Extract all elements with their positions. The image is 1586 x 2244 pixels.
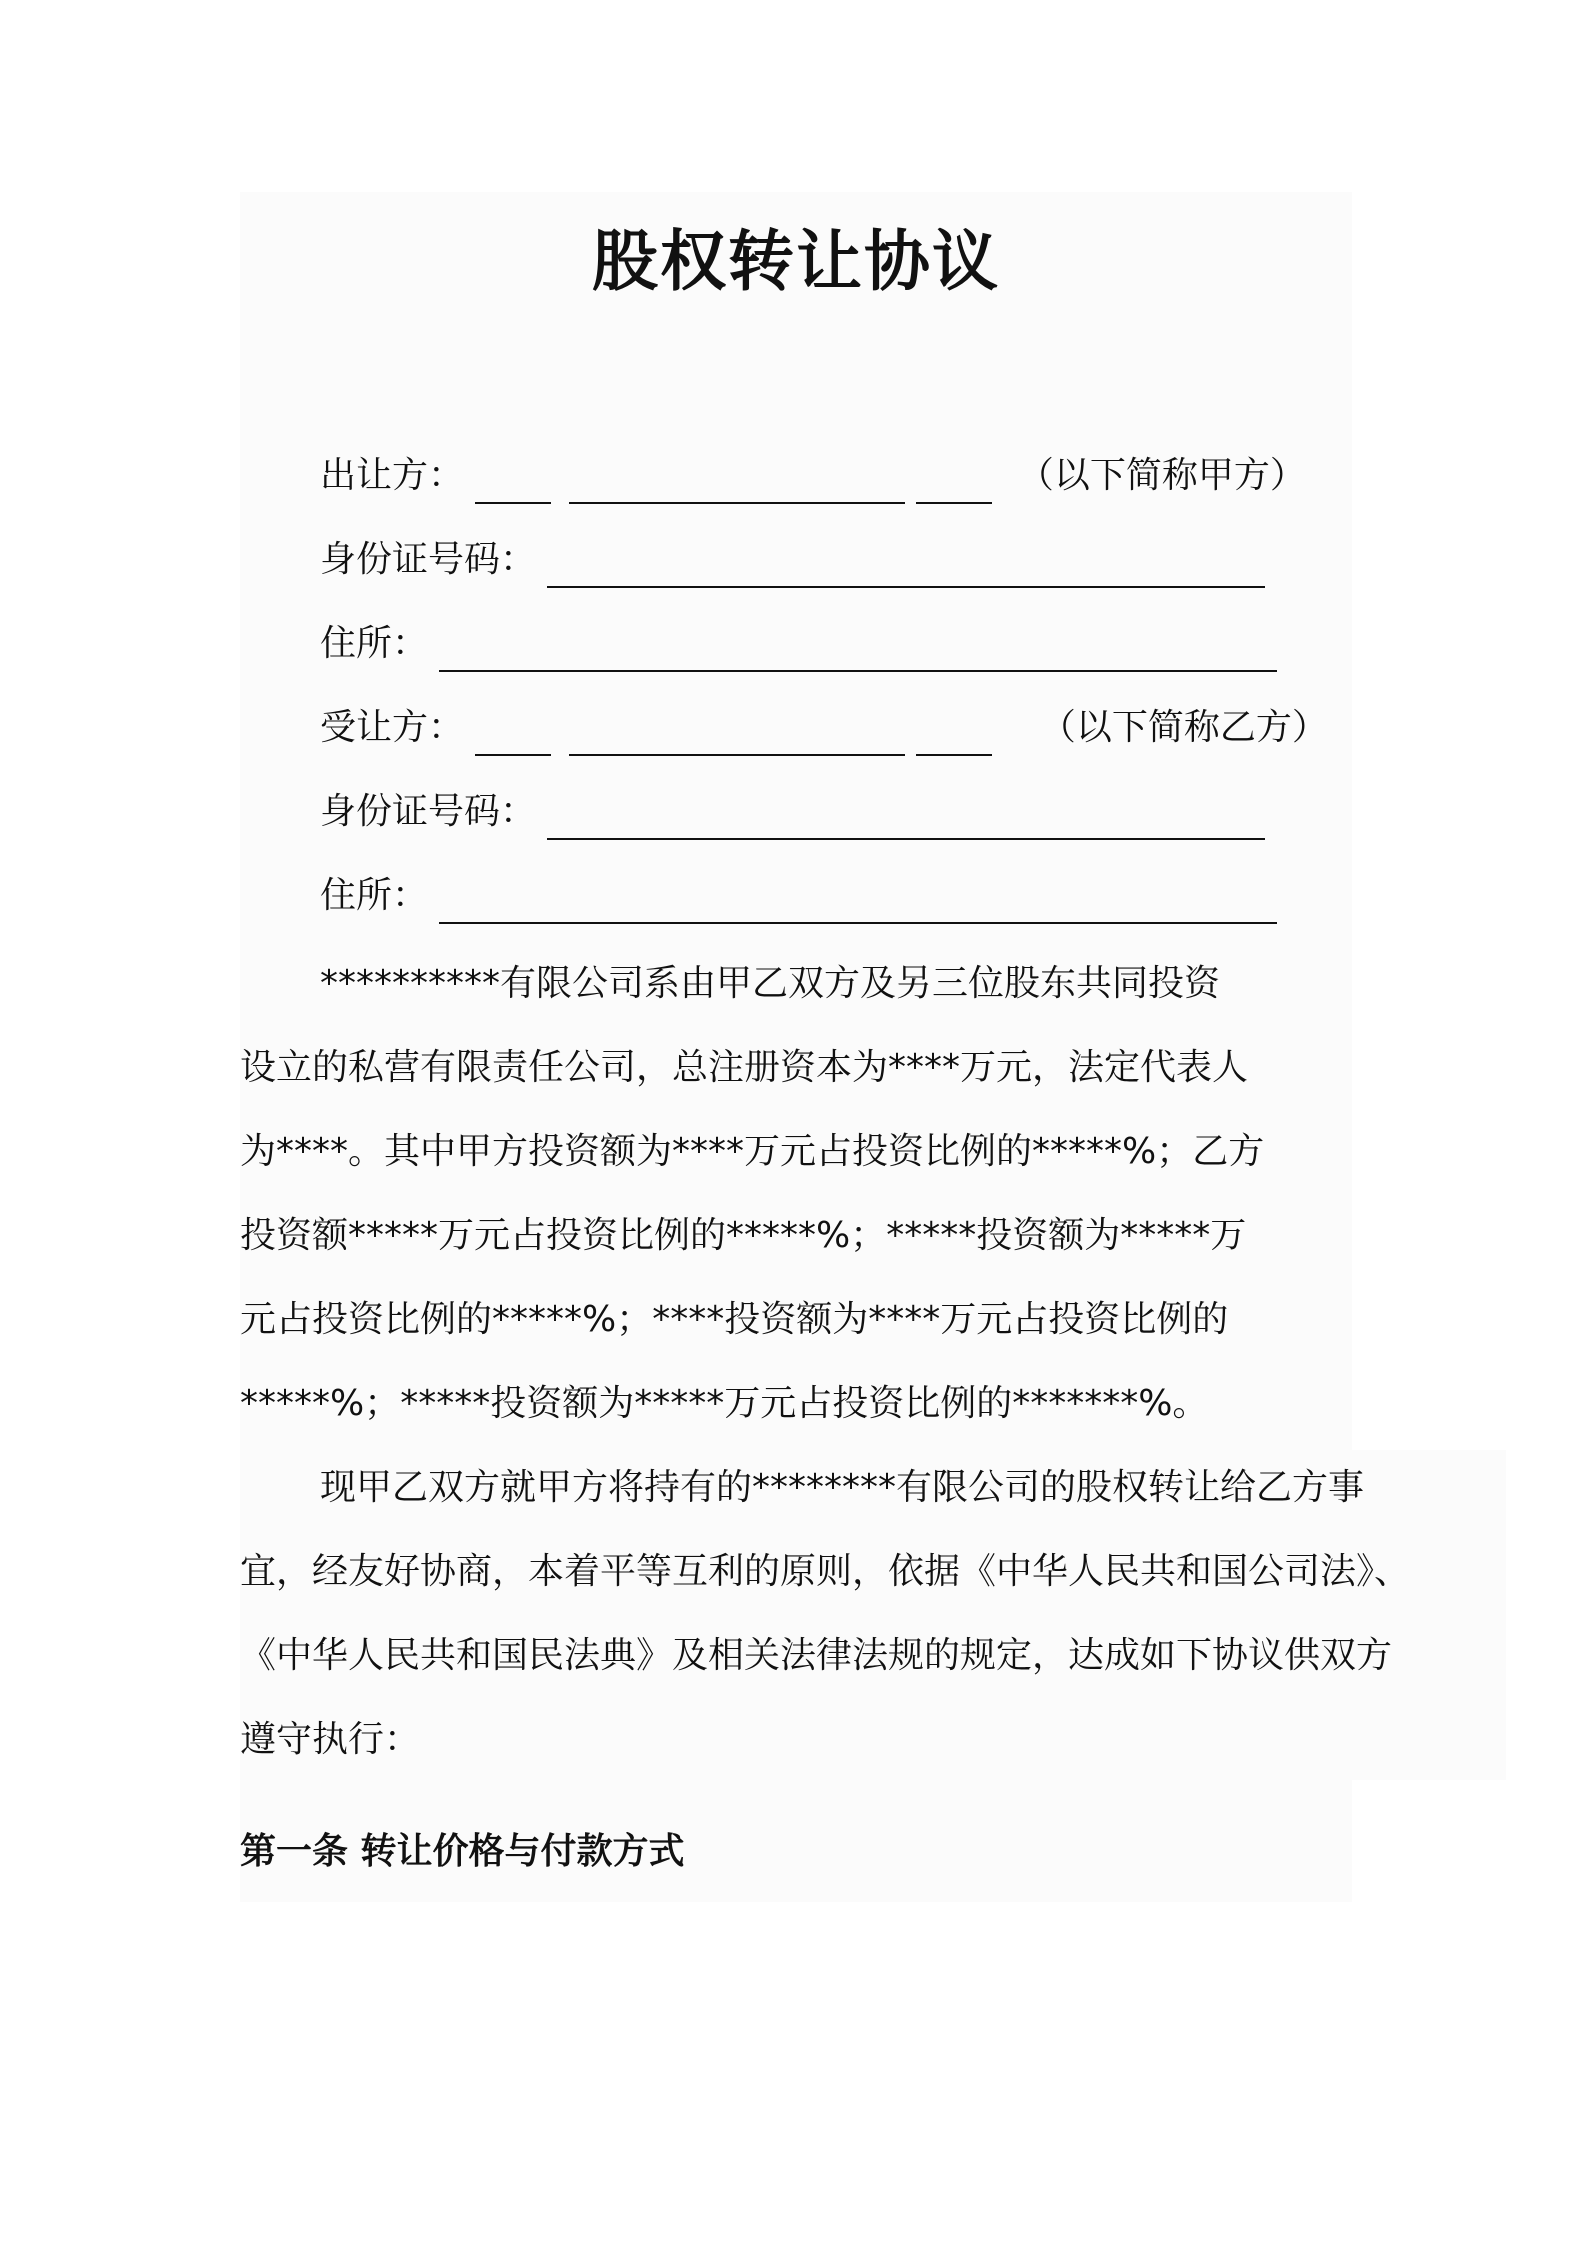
document-title: 股权转让协议 bbox=[592, 223, 1000, 300]
transferor-label: 出让方： bbox=[320, 455, 465, 496]
transferor-address-blank bbox=[439, 624, 1277, 672]
transferor-blank-1 bbox=[475, 456, 551, 504]
paragraph-line: 元占投资比例的*****%；****投资额为****万元占投资比例的 bbox=[240, 1299, 1229, 1340]
transferor-id-blank bbox=[547, 540, 1265, 588]
transferee-address-label: 住所： bbox=[320, 875, 429, 916]
paragraph-line: 现甲乙双方就甲方将持有的********有限公司的股权转让给乙方事 bbox=[320, 1467, 1365, 1508]
transferee-row bbox=[320, 700, 1328, 756]
paragraph-line: **********有限公司系由甲乙双方及另三位股东共同投资 bbox=[320, 963, 1221, 1004]
paragraph-line: *****%；*****投资额为*****万元占投资比例的*******%。 bbox=[240, 1383, 1209, 1424]
transferee-address-row bbox=[320, 868, 1277, 924]
transferee-suffix: （以下简称乙方） bbox=[1039, 707, 1328, 748]
transferor-id-label: 身份证号码： bbox=[320, 539, 537, 580]
transferor-address-row bbox=[320, 616, 1277, 672]
transferee-label: 受让方： bbox=[320, 707, 465, 748]
transferee-name-blank bbox=[569, 708, 905, 756]
transferor-address-label: 住所： bbox=[320, 623, 429, 664]
transferor-row bbox=[320, 448, 1306, 504]
transferor-blank-2 bbox=[916, 456, 992, 504]
transferee-id-row bbox=[320, 784, 1265, 840]
article-1-heading: 第一条 转让价格与付款方式 bbox=[240, 1831, 685, 1872]
paragraph-line: 遵守执行： bbox=[240, 1719, 421, 1760]
paragraph-line: 宜，经友好协商，本着平等互利的原则，依据《中华人民共和国公司法》、 bbox=[240, 1551, 1411, 1592]
paragraph-line: 为****。其中甲方投资额为****万元占投资比例的*****%；乙方 bbox=[240, 1131, 1265, 1172]
paragraph-company-intro bbox=[240, 942, 1264, 1446]
paragraph-agreement-basis bbox=[240, 1446, 1410, 1782]
paragraph-line: 《中华人民共和国民法典》及相关法律法规的规定，达成如下协议供双方 bbox=[240, 1635, 1393, 1676]
transferee-blank-1 bbox=[475, 708, 551, 756]
transferor-name-blank bbox=[569, 456, 905, 504]
transferor-id-row bbox=[320, 532, 1265, 588]
transferee-address-blank bbox=[439, 876, 1277, 924]
paragraph-line: 投资额*****万元占投资比例的*****%；*****投资额为*****万 bbox=[240, 1215, 1247, 1256]
transferee-id-blank bbox=[547, 792, 1265, 840]
paragraph-line: 设立的私营有限责任公司，总注册资本为****万元，法定代表人 bbox=[240, 1047, 1249, 1088]
transferee-id-label: 身份证号码： bbox=[320, 791, 537, 832]
transferor-suffix: （以下简称甲方） bbox=[1017, 455, 1306, 496]
transferee-blank-2 bbox=[916, 708, 992, 756]
